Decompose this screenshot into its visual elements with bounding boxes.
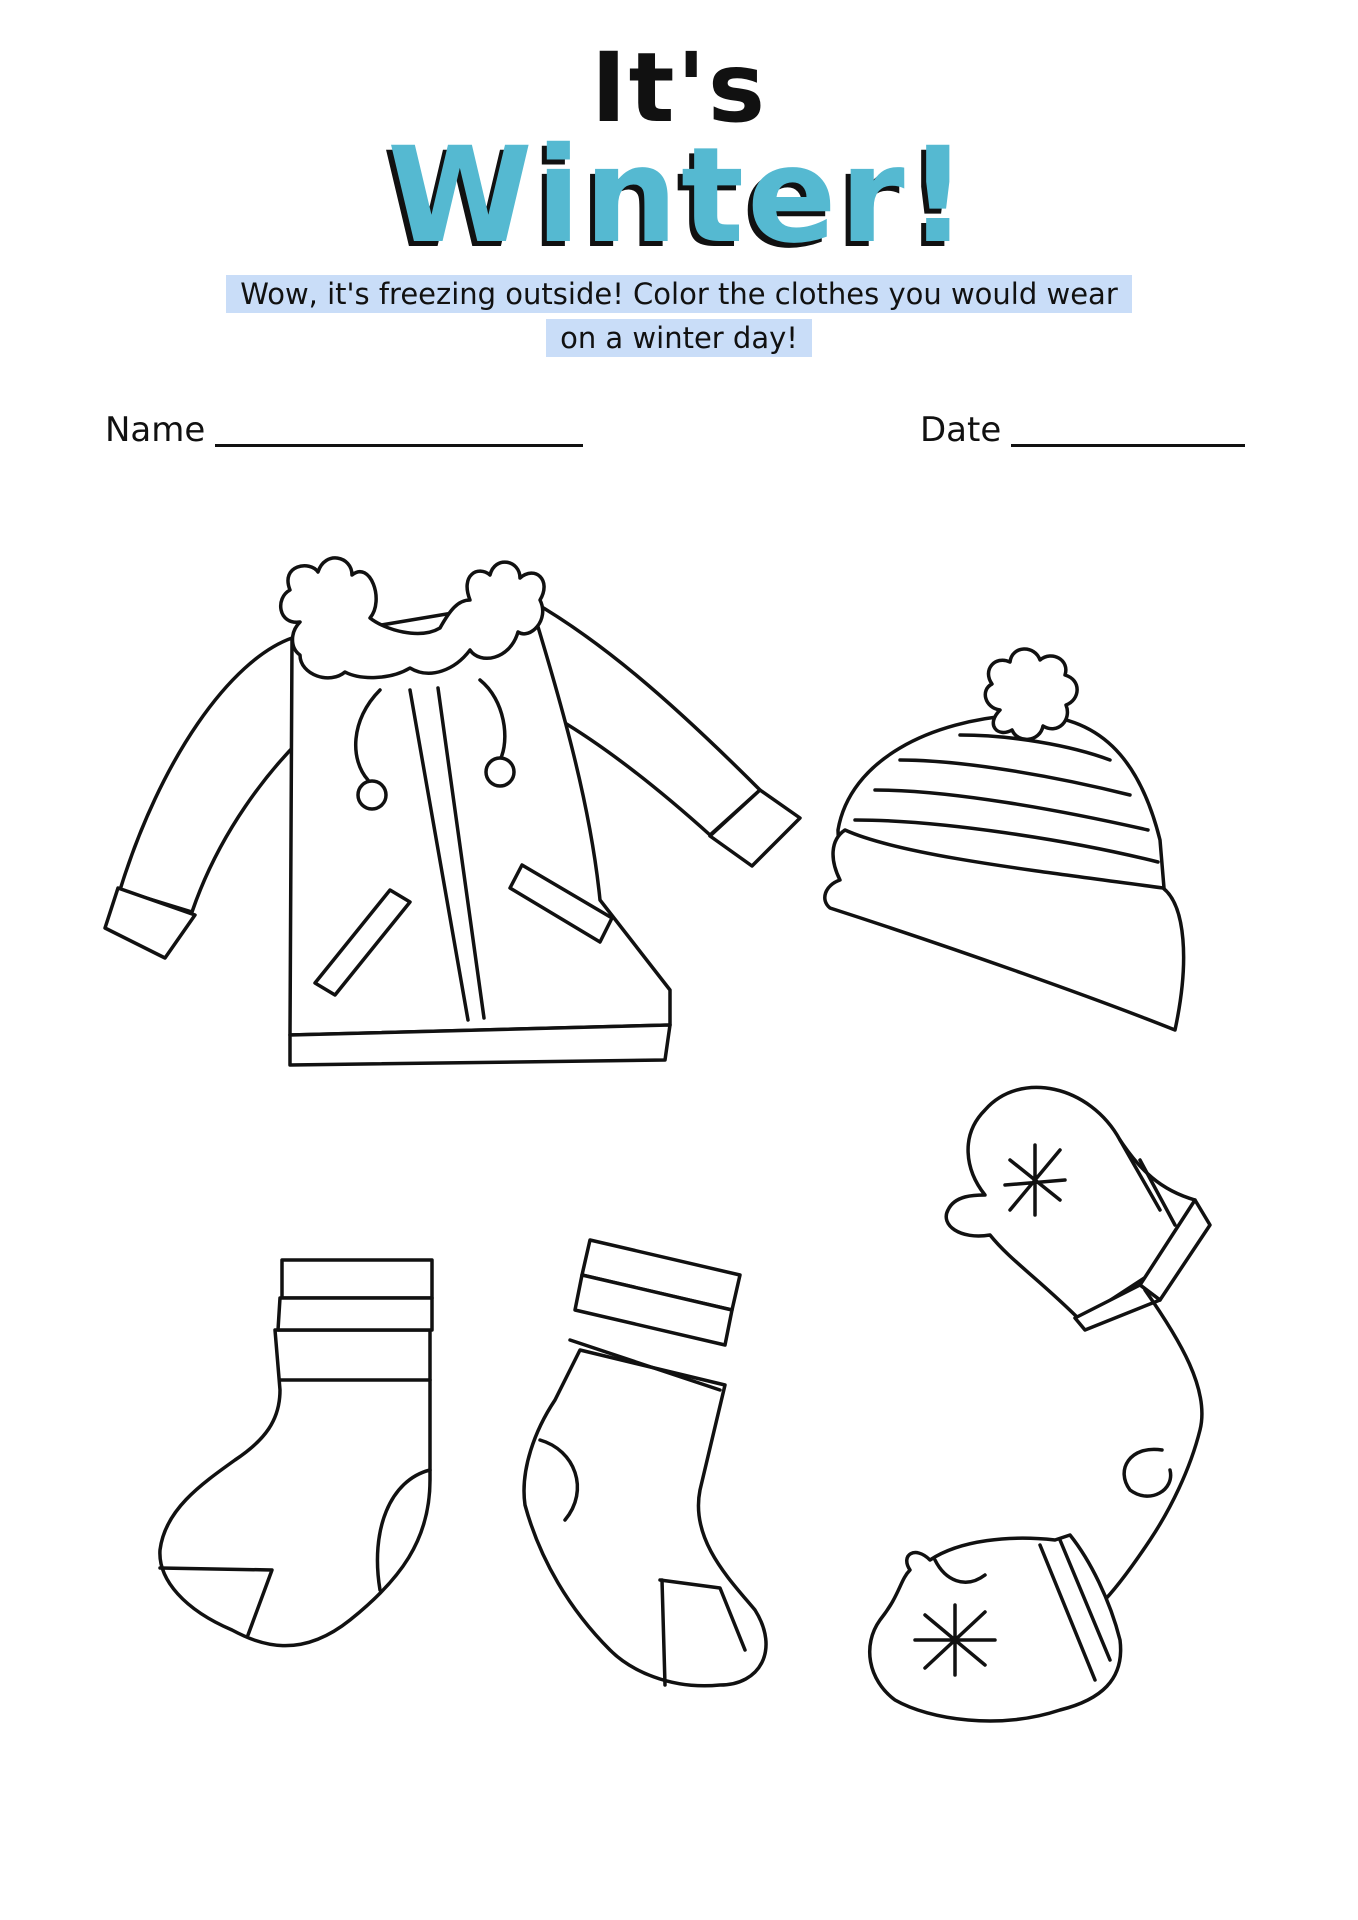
instructions-line-2: on a winter day! xyxy=(546,319,812,357)
instructions-line-1: Wow, it's freezing outside! Color the clothes you would wear xyxy=(226,275,1132,313)
date-label: Date xyxy=(920,410,1002,450)
jacket-icon xyxy=(105,558,800,1065)
title-line-1: It's xyxy=(590,32,768,144)
socks-icon xyxy=(160,1240,766,1686)
beanie-hat-icon xyxy=(825,649,1184,1030)
name-label: Name xyxy=(105,410,206,450)
mittens-icon xyxy=(870,1087,1210,1721)
title-line-2: Winter! xyxy=(387,119,971,273)
